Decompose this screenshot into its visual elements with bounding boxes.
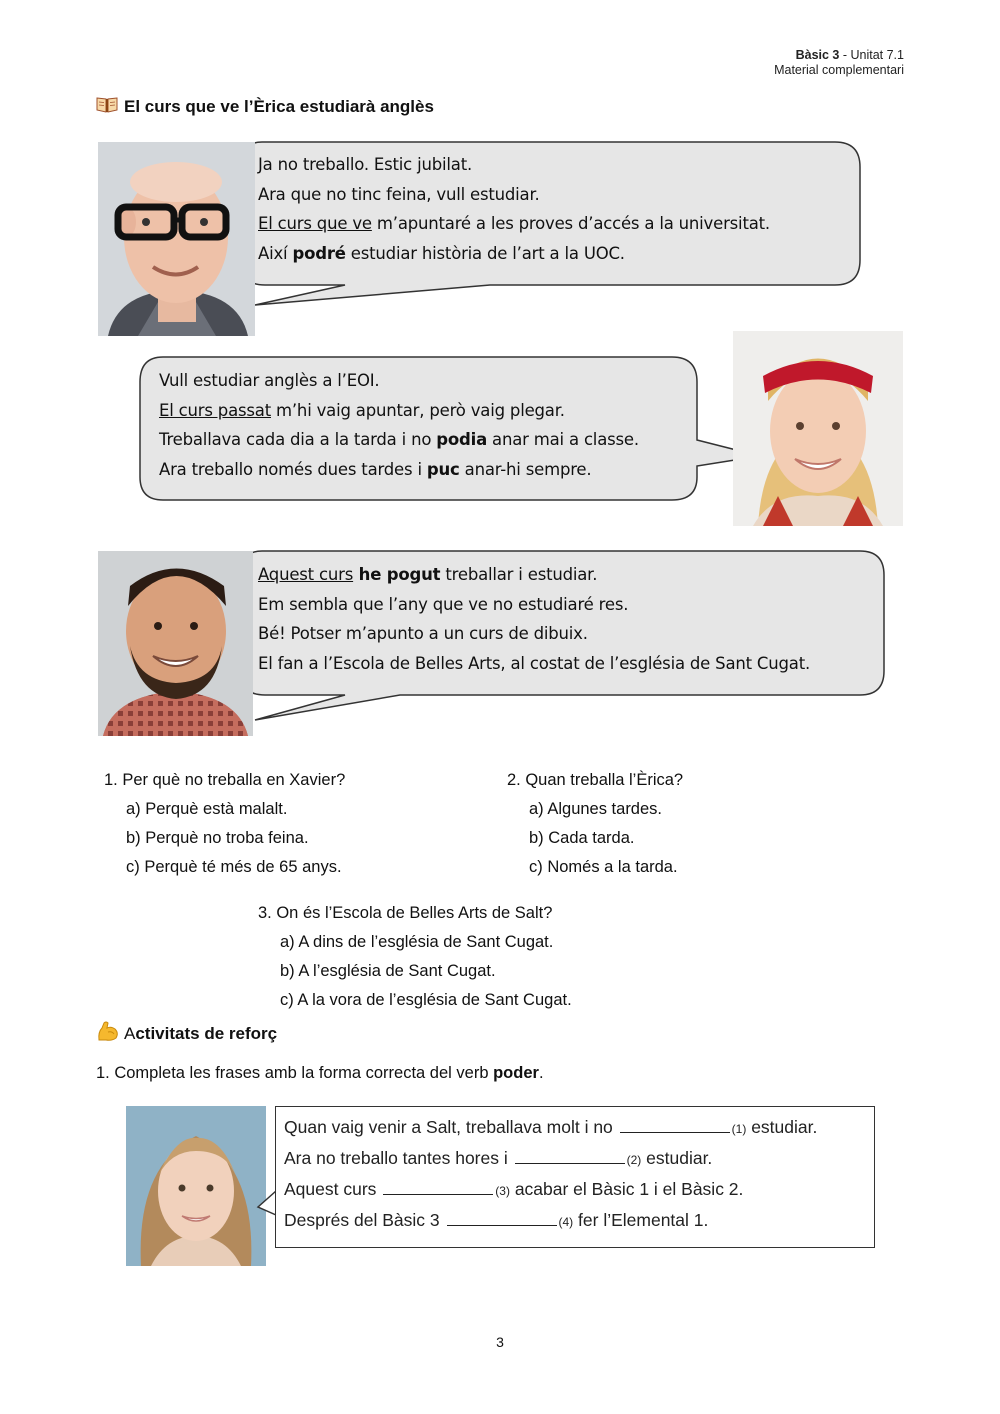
man-line-1 <box>258 560 810 590</box>
erica-photo <box>733 331 903 526</box>
man-photo <box>98 551 253 736</box>
erica-line-2 <box>159 396 639 426</box>
erica-line-1: Vull estudiar anglès a l’EOI. <box>159 371 380 390</box>
section-title <box>96 1020 277 1047</box>
verb-highlight: he pogut <box>353 565 441 584</box>
question-3-option-c[interactable]: c) A la vora de l’església de Sant Cugat. <box>280 991 572 1009</box>
question-2 <box>507 766 683 882</box>
xavier-line-4-c: estudiar història de l’art a la UOC. <box>345 243 625 263</box>
question-3-text: 3. On és l’Escola de Belles Arts de Salt? <box>258 904 553 922</box>
blank-4-input[interactable] <box>447 1209 557 1226</box>
xavier-photo <box>98 142 255 336</box>
page-number: 3 <box>496 1334 504 1350</box>
fill-line-3-post: acabar el Bàsic 1 i el Bàsic 2. <box>509 1179 744 1199</box>
section-title-first-letter: A <box>124 1023 136 1043</box>
time-expression: El curs que ve <box>258 214 372 233</box>
xavier-line-4 <box>258 239 770 269</box>
instruction-text: 1. Completa les frases amb la forma correcta del verb <box>96 1064 494 1082</box>
blank-2-number: (2) <box>626 1153 642 1167</box>
verb-highlight: podia <box>436 430 488 449</box>
title-text: El curs que ve l’Èrica estudiarà anglès <box>124 96 434 116</box>
instruction-period: . <box>538 1064 544 1082</box>
erica-line-3-a: Treballava cada dia a la tarda i no <box>159 430 437 449</box>
woman-photo <box>126 1106 266 1266</box>
header-subtitle: Material complementari <box>774 63 904 77</box>
fill-line-2 <box>284 1147 712 1169</box>
man-line-1-c: treballar i estudiar. <box>440 565 598 584</box>
question-1-option-b[interactable]: b) Perquè no troba feina. <box>126 829 309 847</box>
section-title-rest: ctivitats de reforç <box>135 1023 278 1043</box>
question-1-option-a[interactable]: a) Perquè està malalt. <box>126 800 288 818</box>
xavier-line-3-rest: m’apuntaré a les proves d’accés a la universitat. <box>371 214 770 233</box>
xavier-line-1: Ja no treballo. Estic jubilat. <box>258 155 473 174</box>
erica-line-2-rest: m’hi vaig apuntar, però vaig plegar. <box>270 400 565 420</box>
blank-1-number: (1) <box>731 1122 747 1136</box>
fill-line-3 <box>284 1178 743 1200</box>
verb-highlight: podré <box>292 243 346 263</box>
course-name: Bàsic 3 <box>795 48 840 62</box>
question-2-option-b[interactable]: b) Cada tarda. <box>529 829 635 847</box>
blank-3-input[interactable] <box>383 1178 493 1195</box>
time-expression: El curs passat <box>159 400 271 420</box>
erica-bubble-text <box>159 366 639 484</box>
question-2-text: 2. Quan treballa l’Èrica? <box>507 771 684 789</box>
question-3-option-a[interactable]: a) A dins de l’església de Sant Cugat. <box>280 933 554 951</box>
question-1-text: 1. Per què no treballa en Xavier? <box>104 771 346 789</box>
question-2-option-c[interactable]: c) Només a la tarda. <box>529 858 678 876</box>
question-1 <box>104 766 345 882</box>
man-line-3: Bé! Potser m’apunto a un curs de dibuix. <box>258 624 588 643</box>
fill-line-4 <box>284 1209 708 1231</box>
exercise-instruction <box>96 1064 544 1083</box>
time-expression: Aquest curs <box>258 565 354 584</box>
blank-1-input[interactable] <box>620 1116 730 1133</box>
xavier-line-3 <box>258 209 770 239</box>
erica-line-4-c: anar-hi sempre. <box>459 459 592 479</box>
question-2-option-a[interactable]: a) Algunes tardes. <box>529 800 662 818</box>
fill-line-1 <box>284 1116 817 1138</box>
blank-2-input[interactable] <box>515 1147 625 1164</box>
erica-line-3 <box>159 425 639 455</box>
fill-line-1-pre: Quan vaig venir a Salt, treballava molt i no <box>284 1117 618 1137</box>
fill-line-1-post: estudiar. <box>746 1117 818 1137</box>
fill-line-4-post: fer l’Elemental 1. <box>573 1210 709 1230</box>
question-1-option-c[interactable]: c) Perquè té més de 65 anys. <box>126 858 342 876</box>
xavier-line-4-a: Així <box>258 243 293 263</box>
fill-line-2-post: estudiar. <box>641 1148 713 1168</box>
erica-line-4 <box>159 455 639 485</box>
xavier-bubble-text <box>258 150 770 268</box>
man-line-2: Em sembla que l’any que ve no estudiaré res. <box>258 594 629 614</box>
erica-line-3-c: anar mai a classe. <box>487 430 639 449</box>
question-3-option-b[interactable]: b) A l’església de Sant Cugat. <box>280 962 496 980</box>
flexed-biceps-icon <box>96 1020 120 1047</box>
blank-4-number: (4) <box>558 1215 574 1229</box>
unit-label: - Unitat 7.1 <box>839 48 904 62</box>
erica-line-4-a: Ara treballo només dues tardes i <box>159 459 427 479</box>
verb-highlight: puc <box>426 459 460 479</box>
fill-line-2-pre: Ara no treballo tantes hores i <box>284 1148 513 1168</box>
fill-line-4-pre: Després del Bàsic 3 <box>284 1210 445 1230</box>
xavier-line-2: Ara que no tinc feina, vull estudiar. <box>258 184 540 204</box>
man-bubble-text <box>258 560 810 678</box>
instruction-verb: poder <box>493 1064 539 1082</box>
man-line-4: El fan a l’Escola de Belles Arts, al costat de l’església de Sant Cugat. <box>258 653 811 673</box>
fill-line-3-pre: Aquest curs <box>284 1179 382 1199</box>
question-3 <box>258 899 572 1015</box>
blank-3-number: (3) <box>495 1184 510 1198</box>
